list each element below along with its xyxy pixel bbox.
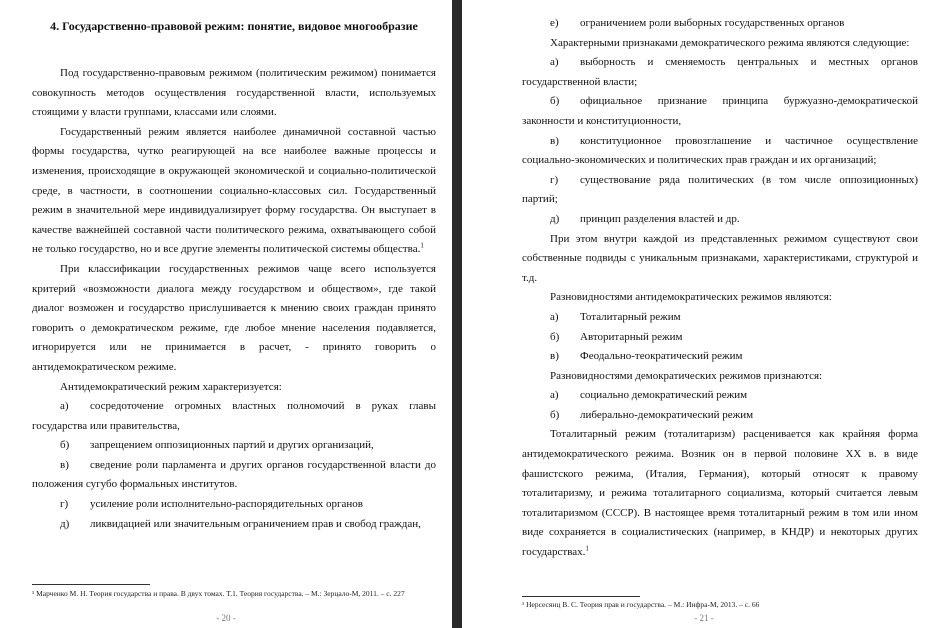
- list-item: [522, 386, 918, 406]
- paragraph: [32, 123, 436, 260]
- list-item: [522, 132, 918, 171]
- list-item-text: существование ряда политических (в том числе оппозиционных) партий;: [522, 173, 918, 206]
- list-marker: е): [550, 17, 559, 29]
- footnote: ¹ Марченко М. Н. Теория государства и права. В двух томах. Т.1. Теория государства. – М.: Зерцало-М, 2011. – с. 227: [32, 589, 405, 598]
- list-item-text: ограничением роли выборных государственных органов: [580, 17, 845, 29]
- paragraph-text: При этом внутри каждой из представленных режимом существуют свои собственные подвиды с уникальным признаками, характеристиками, структурой и т.д.: [522, 232, 918, 284]
- list-item-text: Тоталитарный режим: [580, 310, 681, 323]
- list-item: [32, 436, 436, 456]
- list-item: [522, 92, 918, 131]
- right-page-content: [522, 14, 918, 563]
- list-item-text: официальное признание принципа буржуазно-демократической законности и конституционности,: [522, 95, 918, 127]
- list-marker: б): [550, 95, 560, 108]
- list-item-text: усиление роли исполнительно-распорядительных органов: [90, 498, 363, 511]
- page-divider: [452, 0, 462, 628]
- paragraph-text: Тоталитарный режим (тоталитаризм) расценивается как крайняя форма антидемократического режима. Возник он в первой половине XX в. в виде фашистского режима, (Италия, Германия), который относят к правому тоталитаризму, и режима тоталитарного социализма, который считается левым тоталитаризмом (СССР). В настоящее время тоталитарный режим в том или ином виде сохраняется в социалистических (например, в КНДР) и некоторых других государствах.: [522, 428, 918, 559]
- characteristics-list: [32, 397, 436, 534]
- paragraph: [522, 34, 918, 54]
- paragraph-text: Государственный режим является наиболее динамичной составной частью формы государства, чутко реагирующей на все наиболее важные процессы и изменения, происходящие в окружающей экономической и социально-политической среде, в частности, в соотношении социально-классовых сил. Государственный режим в значительной мере индивидуализирует форму государства. Он выступает в качестве важнейшей составной части политического режима, охватывающего собой не только государство, но и все другие элементы политической системы общества.: [32, 125, 436, 256]
- list-item-text: запрещением оппозиционных партий и других организаций,: [90, 439, 374, 452]
- list-marker: а): [550, 389, 559, 402]
- list-marker: б): [550, 408, 560, 421]
- list-item: [32, 515, 436, 535]
- list-item: [522, 328, 918, 348]
- paragraph: [522, 367, 918, 387]
- paragraph: Антидемократический режим характеризуется:: [60, 380, 282, 393]
- right-page: [462, 0, 940, 628]
- list-marker: д): [550, 212, 560, 225]
- paragraph-text: Разновидностями антидемократических режимов являются:: [550, 291, 832, 304]
- list-item: [522, 210, 918, 230]
- list-item-text: сведение роли парламента и других органов государственной власти до положения сугубо формальных институтов.: [32, 458, 436, 491]
- list-item: [522, 347, 918, 367]
- footnote: ¹ Нерсесянц В. С. Теория прав и государства. – М.: Инфра-М, 2013. – с. 66: [522, 600, 760, 609]
- left-page: [0, 0, 452, 628]
- list-item-text: Авторитарный режим: [580, 330, 683, 343]
- list-marker: д): [60, 517, 70, 530]
- list-item-text: либерально-демократический режим: [580, 408, 754, 421]
- list-item-text: Феодально-теократический режим: [580, 350, 743, 363]
- list-item-text: конституционное провозглашение и частичное осуществление социально-экономических и политических прав граждан и их организаций;: [522, 134, 918, 167]
- list-marker: г): [550, 173, 559, 186]
- list-marker: а): [550, 310, 559, 323]
- list-marker: в): [550, 134, 559, 147]
- paragraph: [522, 425, 918, 562]
- list-marker: б): [550, 330, 560, 343]
- paragraph: [522, 230, 918, 289]
- list-item: [32, 397, 436, 436]
- paragraph: Под государственно-правовым режимом (политическим режимом) понимается совокупность методов осуществления государственной власти, используемых стоящими у власти группами, классами или слоями.: [32, 67, 436, 119]
- paragraph-text: Характерными признаками демократического режима являются следующие:: [550, 36, 910, 49]
- list-item: [522, 171, 918, 210]
- list-marker: а): [60, 400, 69, 413]
- list-marker: б): [60, 439, 70, 452]
- paragraph: [522, 288, 918, 308]
- footnote-reference[interactable]: 1: [585, 544, 589, 553]
- list-item-text: сосредоточение огромных властных полномочий в руках главы государства или правительства,: [32, 400, 436, 432]
- page-number: - 21 -: [694, 613, 714, 623]
- list-item-text: выборность и сменяемость центральных и местных органов государственной власти;: [522, 56, 918, 88]
- page-number: - 20 -: [216, 613, 236, 623]
- list-marker: г): [60, 498, 69, 511]
- list-item: [522, 308, 918, 328]
- list-item-text: принцип разделения властей и др.: [580, 212, 740, 225]
- list-item: [522, 14, 918, 34]
- list-marker: в): [550, 350, 559, 363]
- footnote-separator: [522, 596, 640, 597]
- list-item: [32, 495, 436, 515]
- paragraph-text: Разновидностями демократических режимов признаются:: [550, 369, 823, 382]
- list-marker: в): [60, 458, 69, 471]
- list-item: [522, 53, 918, 92]
- list-item-text: социально демократический режим: [580, 389, 748, 402]
- section-title: 4. Государственно-правовой режим: понятие, видовое многообразие: [50, 19, 418, 33]
- list-item: [522, 406, 918, 426]
- list-marker: а): [550, 56, 559, 69]
- footnote-reference[interactable]: 1: [420, 241, 424, 250]
- footnote-separator: [32, 584, 150, 585]
- paragraph: При классификации государственных режимов чаще всего используется критерий «возможности диалога между государством и обществом», где такой диалог возможен и государство прислушивается к мнению своих граждан принято говорить о демократическом режиме, где любое мнение населения подавляется, игнорируется или не принимается в расчет, - принято говорить о антидемократическом режиме.: [32, 262, 436, 373]
- list-item-text: ликвидацией или значительным ограничением прав и свобод граждан,: [90, 517, 421, 530]
- list-item: [32, 456, 436, 495]
